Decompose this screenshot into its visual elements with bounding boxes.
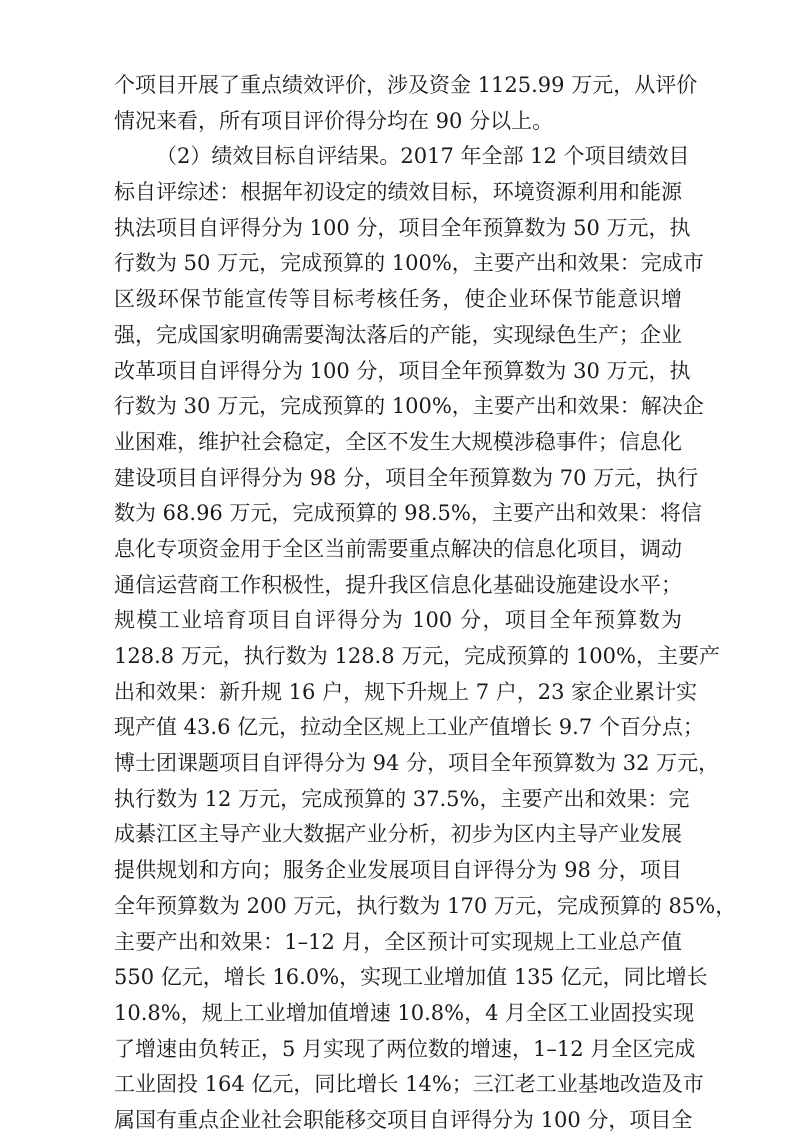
text-line: 出和效果：新升规 16 户，规下升规上 7 户，23 家企业累计实 (114, 679, 698, 704)
text-line: 行数为 30 万元，完成预算的 100%，主要产出和效果：解决企 (114, 394, 704, 419)
text-line: 建设项目自评得分为 98 分，项目全年预算数为 70 万元，执行 (114, 465, 699, 490)
text-line: 提供规划和方向；服务企业发展项目自评得分为 98 分，项目 (114, 858, 682, 883)
text-line: 执法项目自评得分为 100 分，项目全年预算数为 50 万元，执 (114, 215, 691, 240)
text-line: 主要产出和效果：1–12 月，全区预计可实现规上工业总产值 (114, 929, 682, 954)
text-line: （2）绩效目标自评结果。2017 年全部 12 个项目绩效目 (156, 144, 690, 169)
text-line: 了增速由负转正，5 月实现了两位数的增速，1–12 月全区完成 (114, 1036, 696, 1061)
text-line: 128.8 万元，执行数为 128.8 万元，完成预算的 100%，主要产 (114, 644, 720, 668)
text-line: 全年预算数为 200 万元，执行数为 170 万元，完成预算的 85%， (114, 893, 737, 918)
body-text (114, 68, 737, 1139)
text-line: 标自评综述：根据年初设定的绩效目标，环境资源利用和能源 (114, 180, 682, 205)
text-line: 博士团课题项目自评得分为 94 分，项目全年预算数为 32 万元， (114, 751, 720, 776)
text-line: 规模工业培育项目自评得分为 100 分，项目全年预算数为 (114, 608, 682, 633)
text-line: 情况来看，所有项目评价得分均在 90 分以上。 (114, 108, 554, 133)
text-line: 10.8%，规上工业增加值增速 10.8%，4 月全区工业固投实现 (114, 1000, 695, 1025)
text-line: 个项目开展了重点绩效评价，涉及资金 1125.99 万元，从评价 (114, 73, 698, 97)
text-line: 属国有重点企业社会职能移交项目自评得分为 100 分，项目全 (114, 1107, 693, 1132)
text-line: 执行数为 12 万元，完成预算的 37.5%，主要产出和效果：完 (114, 786, 690, 811)
text-line: 区级环保节能宣传等目标考核任务，使企业环保节能意识增 (114, 287, 682, 312)
text-line: 550 亿元，增长 16.0%，实现工业增加值 135 亿元，同比增长 (114, 965, 708, 990)
text-line: 成綦江区主导产业大数据产业分析，初步为区内主导产业发展 (114, 822, 682, 847)
text-line: 息化专项资金用于全区当前需要重点解决的信息化项目，调动 (114, 536, 682, 561)
text-line: 强，完成国家明确需要淘汰落后的产能，实现绿色生产；企业 (114, 322, 682, 347)
text-line: 行数为 50 万元，完成预算的 100%，主要产出和效果：完成市 (114, 251, 704, 276)
text-line: 现产值 43.6 亿元，拉动全区规上工业产值增长 9.7 个百分点； (114, 715, 704, 740)
text-line: 通信运营商工作积极性，提升我区信息化基础设施建设水平； (114, 572, 682, 597)
text-line: 业困难，维护社会稳定，全区不发生大规模涉稳事件；信息化 (114, 429, 682, 454)
text-line: 工业固投 164 亿元，同比增长 14%；三江老工业基地改造及市 (114, 1072, 704, 1097)
text-line: 数为 68.96 万元，完成预算的 98.5%，主要产出和效果：将信 (114, 501, 702, 526)
text-line: 改革项目自评得分为 100 分，项目全年预算数为 30 万元，执 (114, 358, 691, 383)
